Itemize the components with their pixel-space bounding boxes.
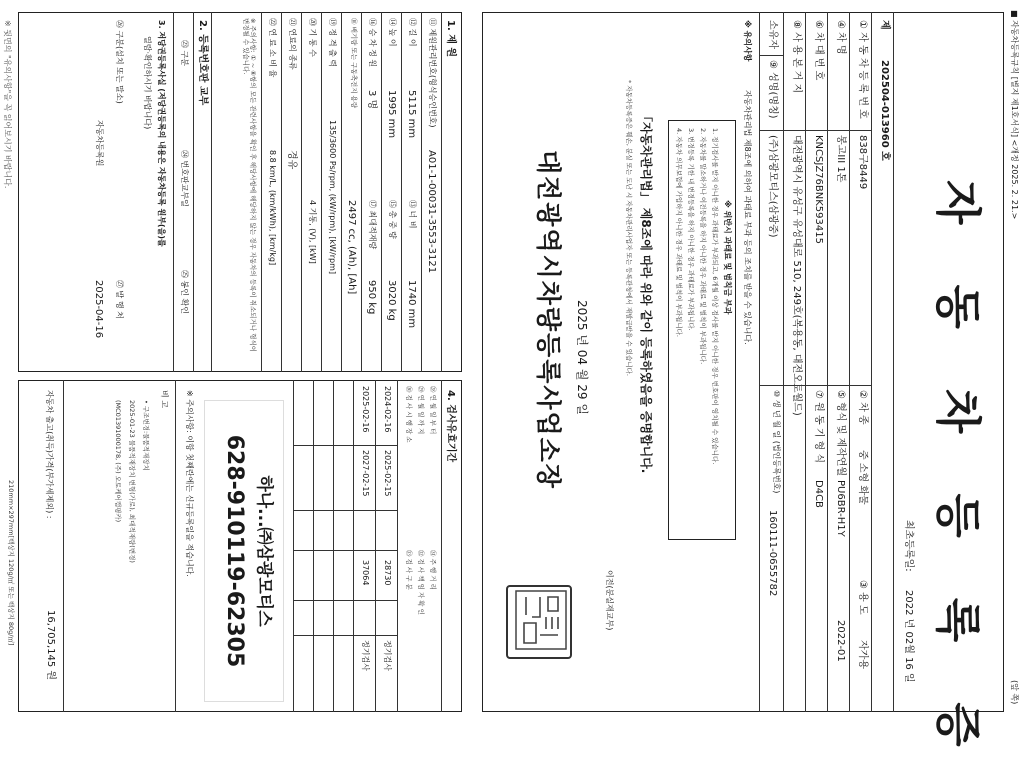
specs-note: ※ 주의사항: ① ~ ⑥항의 모든 관련사항을 확인 후 해당사항에 해당하지 않는 경우 자동차의 등록이 취소되거나 형식이 변경될 수 있습니다. bbox=[241, 18, 257, 353]
insp-row-0-to: 2025-02-15 bbox=[383, 450, 392, 497]
plate-col-1: ㉔ 번호판교부일 bbox=[180, 150, 189, 207]
vehicle-type: 중 소형 화물 bbox=[857, 450, 868, 505]
insp-row-1-odo: 37064 bbox=[361, 560, 370, 586]
plate-row-label: ㉖ 구분(설치 또는 말소) bbox=[115, 20, 124, 104]
plate-issue-date: 2025-04-16 bbox=[93, 280, 104, 339]
issuing-office: 대전광역시차량등록사업소장 bbox=[534, 150, 563, 490]
reg-no-value: 202504-013960 호 bbox=[879, 60, 890, 161]
plate-col-0: ㉓ 구분 bbox=[180, 40, 189, 66]
capacity-label: ⑯ 승 차 정 원 bbox=[368, 18, 377, 68]
cylinders: 4 기통, (V), [kW] bbox=[308, 200, 317, 264]
usage-label: ③ 용 도 bbox=[857, 580, 868, 615]
plate-stamp-label: ㉗ 발 행 처 bbox=[115, 280, 124, 319]
inspection-title: 4. 검사유효기간 bbox=[445, 390, 456, 463]
insp-row-1-to: 2027-02-15 bbox=[361, 450, 370, 497]
displacement: 2497 cc, (Ah), [Ah] bbox=[346, 200, 357, 295]
account-stamp bbox=[204, 400, 284, 702]
insp-col-place: ㉚ 검 사 시 행 장 소 bbox=[405, 386, 413, 443]
stamp-account-number: 628-910119-62305 bbox=[222, 434, 248, 668]
notice-line-2: 1. 정기검사를 받지 아니한 경우 과태료가 부과되고, 6개월 이상 검사를 받지 아니한 경우 번호판이 영치될 수 있습니다. bbox=[711, 128, 719, 465]
cylinders-label: ⑳ 기 통 수 bbox=[308, 18, 317, 57]
usage: 자가용 bbox=[857, 640, 868, 669]
base-location-label: ⑧ 사 용 본 거 지 bbox=[791, 20, 802, 94]
fuel-type-label: ㉑ 연료의 종류 bbox=[288, 18, 297, 70]
displacement-label: ⑱ 배기량 또는 구동축전지 용량 bbox=[350, 18, 358, 109]
insp-row-0-from: 2024-02-16 bbox=[383, 386, 392, 433]
height-label: ⑭ 높 이 bbox=[388, 18, 397, 47]
reg-no-label: 제 bbox=[879, 20, 890, 30]
fuel-economy: 8.8 km/L, (km/kWh), [km/kg] bbox=[268, 150, 277, 266]
insp-row-0-odo: 28730 bbox=[383, 560, 392, 586]
plate-number-label: ① 자 동 차 등 록 번 호 bbox=[857, 20, 868, 119]
model-name: 봉고III 1톤 bbox=[835, 135, 846, 183]
remarks-line-2: (MC01391000178, (주) 오토케어캠핑카) bbox=[114, 400, 122, 523]
corp-reg-number: 160111-0655782 bbox=[767, 510, 778, 597]
insp-row-0-type: 정기검사 bbox=[383, 640, 392, 671]
insp-col-from: ㉘ 연 월 일 부 터 bbox=[429, 386, 437, 435]
remarks-line-1: 2025-01-23 물품적재장치 변형(가로), 최대적재량(변경) bbox=[128, 400, 136, 563]
certification-statement: 「자동차관리법」 제8조에 따라 위와 같이 등록하였음을 증명합니다. bbox=[639, 110, 653, 474]
engine-type-label: ⑦ 원 동 기 형 식 bbox=[813, 390, 824, 464]
capacity: 3 명 bbox=[366, 90, 377, 110]
fuel-type: 경유 bbox=[286, 150, 297, 170]
width-label: ⑬ 너 비 bbox=[408, 200, 417, 229]
gross-weight: 3020 kg bbox=[386, 280, 397, 321]
insp-row-1-from: 2025-02-16 bbox=[361, 386, 370, 433]
birth-label: ⑩ 생 년 월 일 (법인등록번호) bbox=[772, 390, 781, 494]
notice-title: ※ 유의사항 bbox=[743, 20, 752, 62]
price-label: 자동차 출고(취득)가격(부가세제외) : bbox=[45, 390, 54, 519]
spec-id: A01-1-00031-3553-3121 bbox=[426, 150, 437, 274]
paper-spec: 210mm×297mm[백상지 120g/㎡ 또는 백상지 80g/㎡] bbox=[7, 480, 15, 646]
stamp-company: 하나...㈜삼광모티스 bbox=[254, 475, 274, 627]
back-footnote: ※ 뒷면의 "유의사항"을 꼭 읽어보시기 바랍니다. bbox=[3, 20, 12, 189]
certification-subnote: * 자동차등록증은 훼손, 분실 또는 도난 시 자동차관리사업자 또는 등록관청에서 재발급받을 수 있습니다. bbox=[625, 80, 633, 376]
owner-name-label: ⑨ 성명(명칭) bbox=[767, 60, 778, 119]
official-seal bbox=[506, 585, 572, 659]
length: 5115 mm bbox=[406, 90, 417, 139]
power-label: ⑲ 정 격 출 력 bbox=[328, 18, 337, 68]
length-label: ⑫ 길 이 bbox=[408, 18, 417, 47]
notice-line-4: 3. 변경등록 기한 내 변경등록을 하지 아니한 경우 과태료가 부과됩니다. bbox=[687, 128, 695, 331]
height: 1995 mm bbox=[386, 90, 397, 139]
owner-name: (주)삼광모티스(삼광중) bbox=[767, 135, 778, 238]
plate-title: 2. 등록번호판 교부 bbox=[197, 20, 208, 106]
plate-col-2: ㉕ 봉인 확인 bbox=[180, 270, 189, 314]
first-registration-label: 최초등록일: bbox=[903, 520, 914, 572]
lien-line2: 열람·확인하시기 바랍니다) bbox=[143, 36, 152, 130]
type-date-label: ⑤ 형식 및 제작연월 bbox=[835, 390, 846, 477]
notice-line-1: ※ 위반시 과태료 및 범칙금 부과 bbox=[723, 200, 732, 315]
spec-id-label: ⑪ 제원관리번호(형식승인번호) bbox=[428, 18, 437, 128]
issue-date: 2025 년 04 월 29 일 bbox=[575, 300, 589, 415]
page-title: 자 동 차 등 록 증 bbox=[931, 180, 985, 769]
gross-weight-label: ⑮ 총 중 량 bbox=[388, 200, 397, 239]
lien-title: 3. 저당권등록사실 (저당권등록의 내용은 자동차등록 원부(을)를 bbox=[157, 20, 166, 247]
engine-type: D4CB bbox=[813, 480, 824, 508]
insp-col-check: ㉜ 검 사 책 임 자 확 인 bbox=[417, 550, 425, 615]
vehicle-type-label: ② 차 종 bbox=[857, 390, 868, 425]
manufacture-date: 2022-01 bbox=[835, 620, 846, 662]
first-registration-date: 2022 년 02월 16 일 bbox=[903, 590, 914, 683]
base-location: 대전광역시 유성구 유성대로 510, 249호(복용동, 대전오토월드) bbox=[791, 135, 802, 416]
notice-line-3: 2. 자동차를 말소하거나 이전등록을 하지 아니한 경우 과태료 및 벌칙이 부과됩니다. bbox=[699, 128, 707, 365]
insp-col-to: ㉙ 연 월 일 까 지 bbox=[417, 386, 425, 435]
inspection-warning: ※ 주의사항: 이항 첫째란에는 신규등록일을 적습니다. bbox=[185, 390, 194, 577]
notice-line-0: 자동차관리법 제8조에 의하여 과태료 부과 등의 조치를 받을 수 있습니다. bbox=[743, 90, 752, 345]
power: 135/3600 Ps/rpm, (kW/rpm), [kW/rpm] bbox=[328, 120, 337, 275]
remarks-label: 비 고 bbox=[160, 390, 169, 408]
remarks-line-0: • 구조변경:물품적재장치 bbox=[142, 400, 150, 471]
side-note: (앞 쪽) bbox=[1010, 680, 1019, 705]
specs-title: 1. 제 원 bbox=[445, 20, 456, 58]
model-name-label: ④ 차 명 bbox=[835, 20, 846, 55]
seal-pattern-icon bbox=[512, 587, 570, 653]
max-load: 950 kg bbox=[366, 280, 377, 315]
plate-number: 838구8449 bbox=[857, 135, 868, 190]
form-reference: ■ 자동차등록규칙 [별지 제1호서식] <개정 2025. 2. 21.> bbox=[1010, 10, 1019, 220]
vin: KNCSJZ76BNK593415 bbox=[813, 135, 824, 244]
insp-col-odo: ㉛ 주 행 거 리 bbox=[429, 550, 437, 590]
fuel-economy-label: ㉒ 연 료 소 비 율 bbox=[268, 18, 277, 78]
width: 1740 mm bbox=[406, 280, 417, 329]
notice-line-5: 4. 자동차 의무보험에 가입하지 아니한 경우 과태료 및 벌칙이 부과됩니다. bbox=[675, 128, 683, 337]
max-load-label: ⑰ 최대적재량 bbox=[368, 200, 377, 250]
vin-label: ⑥ 차 대 번 호 bbox=[813, 20, 824, 81]
insp-row-1-type: 정기검사 bbox=[361, 640, 370, 671]
reissue-note: 이전(분실재교부) bbox=[605, 570, 614, 631]
price-value: 16,705,145 원 bbox=[45, 610, 56, 681]
owner-label: 소유자 bbox=[767, 20, 778, 49]
plate-signer: 자동차등록원 bbox=[95, 120, 104, 167]
insp-col-type: ㉝ 검 사 구 분 bbox=[405, 550, 413, 590]
type-code: PU6BR-H1Y bbox=[835, 480, 846, 537]
